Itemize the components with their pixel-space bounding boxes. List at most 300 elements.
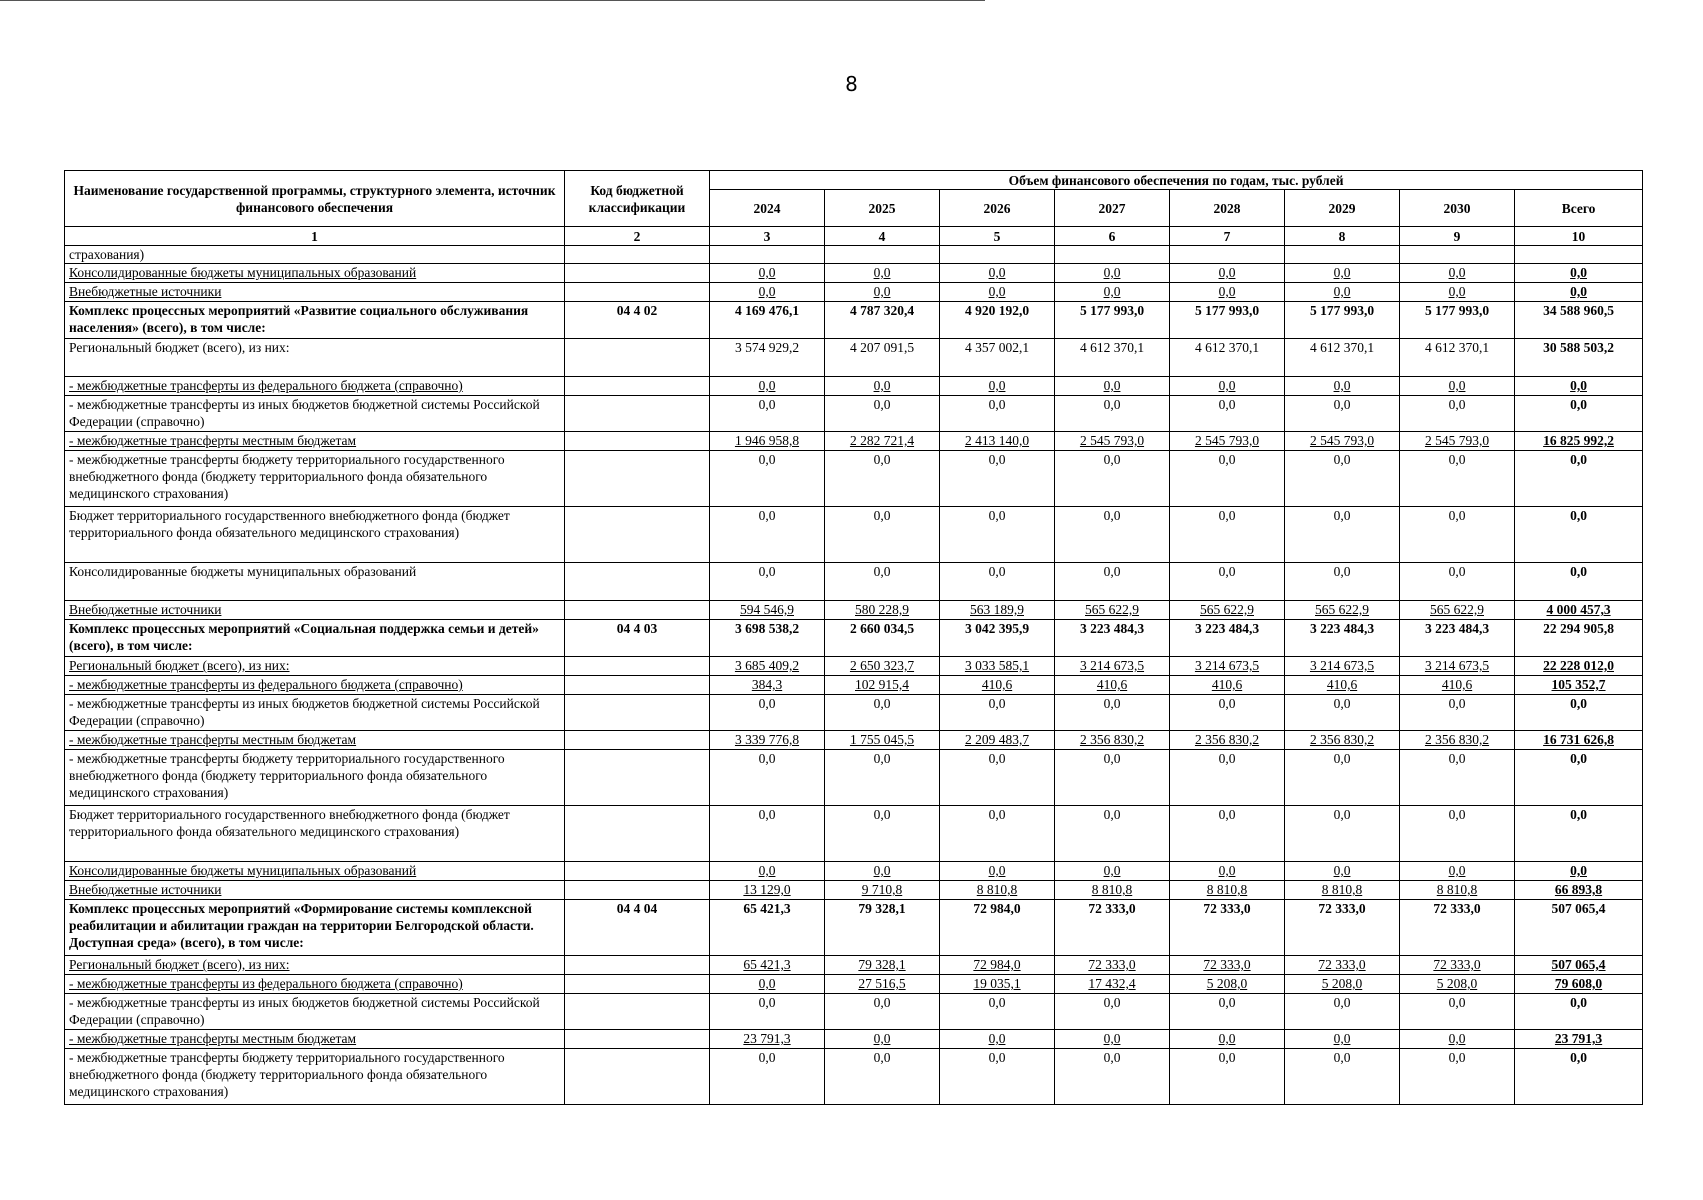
row-value: 0,0 [940,862,1055,881]
row-total: 0,0 [1515,507,1643,563]
row-total: 79 608,0 [1515,975,1643,994]
row-value: 410,6 [1400,676,1515,695]
row-value: 0,0 [1170,377,1285,396]
row-value: 0,0 [825,750,940,806]
row-value: 0,0 [1170,507,1285,563]
row-value: 72 333,0 [1170,900,1285,956]
row-value: 3 042 395,9 [940,620,1055,657]
row-value: 0,0 [1285,1049,1400,1105]
row-value: 0,0 [1055,396,1170,432]
table-row [65,507,1643,563]
row-value: 0,0 [940,1030,1055,1049]
row-value: 0,0 [1285,507,1400,563]
row-code [565,563,710,601]
row-value: 4 612 370,1 [1055,339,1170,377]
row-value: 0,0 [1055,563,1170,601]
row-value: 0,0 [1055,451,1170,507]
row-total: 22 228 012,0 [1515,657,1643,676]
row-name: - межбюджетные трансферты из федерального бюджета (справочно) [65,975,565,994]
row-value: 0,0 [1400,507,1515,563]
row-code [565,396,710,432]
row-value: 0,0 [710,264,825,283]
row-name: Комплекс процессных мероприятий «Социальная поддержка семьи и детей» (всего), в том числе: [65,620,565,657]
row-value: 0,0 [1170,451,1285,507]
row-total: 4 000 457,3 [1515,601,1643,620]
row-value: 565 622,9 [1170,601,1285,620]
column-number: 2 [565,227,710,246]
row-value: 1 755 045,5 [825,731,940,750]
row-value: 5 208,0 [1170,975,1285,994]
row-value: 13 129,0 [710,881,825,900]
row-value: 102 915,4 [825,676,940,695]
row-value: 3 214 673,5 [1170,657,1285,676]
row-value: 0,0 [1400,806,1515,862]
row-value: 27 516,5 [825,975,940,994]
row-value: 0,0 [825,283,940,302]
row-code [565,695,710,731]
row-total: 0,0 [1515,563,1643,601]
row-value: 0,0 [710,806,825,862]
row-value: 0,0 [1170,750,1285,806]
row-value: 2 545 793,0 [1400,432,1515,451]
page-top-rule [0,0,985,1]
row-value: 0,0 [1170,806,1285,862]
row-value: 410,6 [1170,676,1285,695]
row-value: 72 333,0 [1285,956,1400,975]
row-value: 5 208,0 [1285,975,1400,994]
row-value: 4 207 091,5 [825,339,940,377]
column-number: 1 [65,227,565,246]
row-code [565,601,710,620]
header-volume: Объем финансового обеспечения по годам, тыс. рублей [710,171,1643,190]
row-value: 0,0 [1170,1049,1285,1105]
row-value: 4 169 476,1 [710,302,825,339]
row-value: 2 356 830,2 [1400,731,1515,750]
row-value: 4 612 370,1 [1285,339,1400,377]
row-value: 0,0 [710,377,825,396]
row-code [565,881,710,900]
row-value [1055,246,1170,264]
row-name: Бюджет территориального государственного внебюджетного фонда (бюджет территориального фонда обязательного медицинского страхования) [65,507,565,563]
row-code [565,432,710,451]
row-name: - межбюджетные трансферты местным бюджетам [65,432,565,451]
row-value: 23 791,3 [710,1030,825,1049]
table-row [65,377,1643,396]
row-value: 384,3 [710,676,825,695]
row-value [825,246,940,264]
row-name: Консолидированные бюджеты муниципальных образований [65,862,565,881]
row-code [565,283,710,302]
row-value: 2 650 323,7 [825,657,940,676]
row-value: 565 622,9 [1055,601,1170,620]
row-value: 0,0 [710,283,825,302]
row-total: 0,0 [1515,451,1643,507]
row-value [1170,246,1285,264]
header-year: 2030 [1400,190,1515,227]
row-total: 0,0 [1515,396,1643,432]
row-value: 0,0 [940,563,1055,601]
row-value [710,246,825,264]
row-value: 563 189,9 [940,601,1055,620]
row-value: 0,0 [825,563,940,601]
row-value: 0,0 [940,695,1055,731]
row-value [1400,246,1515,264]
row-value: 3 214 673,5 [1285,657,1400,676]
row-value: 0,0 [940,1049,1055,1105]
row-value: 0,0 [710,507,825,563]
row-value: 0,0 [710,862,825,881]
table-row [65,657,1643,676]
table-row [65,900,1643,956]
header-year: 2027 [1055,190,1170,227]
row-total: 507 065,4 [1515,956,1643,975]
table-row [65,302,1643,339]
row-value: 0,0 [1285,806,1400,862]
row-value: 0,0 [710,975,825,994]
table-row [65,695,1643,731]
row-value: 9 710,8 [825,881,940,900]
row-value: 1 946 958,8 [710,432,825,451]
row-value: 79 328,1 [825,956,940,975]
row-value: 0,0 [1055,994,1170,1030]
row-total: 0,0 [1515,806,1643,862]
row-total: 0,0 [1515,994,1643,1030]
row-value: 0,0 [1285,862,1400,881]
table-row [65,246,1643,264]
row-name: - межбюджетные трансферты из иных бюджетов бюджетной системы Российской Федерации (справочно) [65,396,565,432]
column-number: 6 [1055,227,1170,246]
table-row [65,283,1643,302]
row-code [565,264,710,283]
row-name: страхования) [65,246,565,264]
row-total: 22 294 905,8 [1515,620,1643,657]
row-value: 3 574 929,2 [710,339,825,377]
row-code [565,451,710,507]
row-value: 72 333,0 [1055,956,1170,975]
row-value: 0,0 [1285,563,1400,601]
column-numbers-row [65,227,1643,246]
row-value: 5 177 993,0 [1285,302,1400,339]
header-year: 2026 [940,190,1055,227]
row-value: 0,0 [1400,1030,1515,1049]
row-total: 0,0 [1515,750,1643,806]
table-row [65,750,1643,806]
row-value: 0,0 [825,377,940,396]
row-total: 16 731 626,8 [1515,731,1643,750]
row-value: 0,0 [1170,862,1285,881]
row-value [940,246,1055,264]
row-code [565,507,710,563]
row-total: 0,0 [1515,862,1643,881]
row-value: 3 223 484,3 [1285,620,1400,657]
table-row [65,731,1643,750]
row-value: 0,0 [825,806,940,862]
row-value: 0,0 [825,695,940,731]
row-value: 3 223 484,3 [1400,620,1515,657]
row-total: 0,0 [1515,283,1643,302]
row-name: Комплекс процессных мероприятий «Формирование системы комплексной реабилитации и абилитации граждан на территории Белгородской области. Доступная среда» (всего), в том числе: [65,900,565,956]
row-value: 72 984,0 [940,900,1055,956]
header-name: Наименование государственной программы, структурного элемента, источник финансового обеспечения [65,171,565,227]
row-value: 0,0 [1400,1049,1515,1105]
row-value: 0,0 [710,695,825,731]
header-year: 2024 [710,190,825,227]
row-name: - межбюджетные трансферты местным бюджетам [65,1030,565,1049]
row-value: 3 214 673,5 [1055,657,1170,676]
row-value: 565 622,9 [1400,601,1515,620]
row-code [565,657,710,676]
row-value [1285,246,1400,264]
row-total: 34 588 960,5 [1515,302,1643,339]
table-body [65,246,1643,1105]
row-value: 0,0 [825,862,940,881]
row-name: Региональный бюджет (всего), из них: [65,657,565,676]
row-value: 0,0 [1055,377,1170,396]
row-value: 0,0 [940,264,1055,283]
row-value: 2 545 793,0 [1285,432,1400,451]
row-code: 04 4 02 [565,302,710,339]
row-value: 3 223 484,3 [1170,620,1285,657]
row-value: 0,0 [1400,396,1515,432]
page-number: 8 [845,72,858,96]
row-value: 4 357 002,1 [940,339,1055,377]
row-value: 3 698 538,2 [710,620,825,657]
row-value: 0,0 [1400,994,1515,1030]
table-row [65,620,1643,657]
row-value: 0,0 [1285,264,1400,283]
row-value: 0,0 [825,1030,940,1049]
row-value: 0,0 [1170,396,1285,432]
row-name: Комплекс процессных мероприятий «Развитие социального обслуживания населения» (всего), в том числе: [65,302,565,339]
row-total: 30 588 503,2 [1515,339,1643,377]
table-row [65,956,1643,975]
row-name: - межбюджетные трансферты бюджету территориального государственного внебюджетного фонда (бюджету территориального фонда обязательного медицинского страхования) [65,750,565,806]
row-value: 0,0 [1055,264,1170,283]
row-value: 0,0 [1170,563,1285,601]
row-value: 0,0 [940,507,1055,563]
row-value: 0,0 [1170,264,1285,283]
row-name: - межбюджетные трансферты бюджету территориального государственного внебюджетного фонда (бюджету территориального фонда обязательного медицинского страхования) [65,451,565,507]
table-row [65,451,1643,507]
row-value: 3 033 585,1 [940,657,1055,676]
table-row [65,1049,1643,1105]
column-number: 5 [940,227,1055,246]
header-year: 2028 [1170,190,1285,227]
row-code [565,339,710,377]
row-value: 8 810,8 [1055,881,1170,900]
row-value: 5 177 993,0 [1170,302,1285,339]
row-value: 0,0 [1400,563,1515,601]
row-value: 0,0 [1400,451,1515,507]
row-value: 0,0 [940,994,1055,1030]
table-row [65,396,1643,432]
row-value: 0,0 [1170,1030,1285,1049]
row-value: 565 622,9 [1285,601,1400,620]
row-value: 2 356 830,2 [1285,731,1400,750]
row-code [565,377,710,396]
header-year: 2025 [825,190,940,227]
row-value: 0,0 [710,1049,825,1105]
table-row [65,975,1643,994]
row-value: 0,0 [1055,1049,1170,1105]
row-code [565,1049,710,1105]
row-code [565,806,710,862]
row-value: 0,0 [1400,695,1515,731]
row-name: Консолидированные бюджеты муниципальных образований [65,563,565,601]
row-total: 16 825 992,2 [1515,432,1643,451]
row-total: 507 065,4 [1515,900,1643,956]
row-value: 0,0 [1285,994,1400,1030]
row-value: 3 339 776,8 [710,731,825,750]
row-total: 66 893,8 [1515,881,1643,900]
row-total: 0,0 [1515,264,1643,283]
row-value: 580 228,9 [825,601,940,620]
row-value: 0,0 [1170,994,1285,1030]
row-name: - межбюджетные трансферты из федерального бюджета (справочно) [65,377,565,396]
row-value: 0,0 [825,994,940,1030]
row-value: 0,0 [1285,283,1400,302]
row-value: 2 545 793,0 [1055,432,1170,451]
row-value: 2 545 793,0 [1170,432,1285,451]
row-value: 0,0 [710,563,825,601]
row-value: 0,0 [940,451,1055,507]
row-value: 79 328,1 [825,900,940,956]
row-value: 0,0 [1170,283,1285,302]
row-value: 4 612 370,1 [1400,339,1515,377]
row-value: 72 333,0 [1055,900,1170,956]
row-value: 0,0 [1285,695,1400,731]
row-name: Бюджет территориального государственного внебюджетного фонда (бюджет территориального фонда обязательного медицинского страхования) [65,806,565,862]
row-value: 5 177 993,0 [1055,302,1170,339]
row-code [565,676,710,695]
row-value: 3 214 673,5 [1400,657,1515,676]
row-name: Консолидированные бюджеты муниципальных образований [65,264,565,283]
column-number: 10 [1515,227,1643,246]
row-code [565,862,710,881]
row-value: 8 810,8 [940,881,1055,900]
row-value: 0,0 [825,396,940,432]
row-value: 0,0 [710,451,825,507]
row-name: Внебюджетные источники [65,601,565,620]
table-row [65,862,1643,881]
row-value: 0,0 [825,507,940,563]
row-total [1515,246,1643,264]
row-value: 17 432,4 [1055,975,1170,994]
row-value: 72 333,0 [1170,956,1285,975]
row-value: 3 223 484,3 [1055,620,1170,657]
row-code [565,956,710,975]
column-number: 8 [1285,227,1400,246]
row-value: 0,0 [825,451,940,507]
row-value: 0,0 [940,806,1055,862]
column-number: 3 [710,227,825,246]
row-value: 0,0 [825,264,940,283]
row-value: 5 177 993,0 [1400,302,1515,339]
row-name: - межбюджетные трансферты местным бюджетам [65,731,565,750]
row-value: 0,0 [1285,377,1400,396]
row-code [565,1030,710,1049]
row-value: 65 421,3 [710,900,825,956]
row-value: 3 685 409,2 [710,657,825,676]
header-year: 2029 [1285,190,1400,227]
row-value: 0,0 [1055,507,1170,563]
column-number: 7 [1170,227,1285,246]
row-value: 0,0 [1055,695,1170,731]
row-name: - межбюджетные трансферты из федерального бюджета (справочно) [65,676,565,695]
row-value: 2 413 140,0 [940,432,1055,451]
row-value: 0,0 [1170,695,1285,731]
row-value: 0,0 [940,377,1055,396]
row-value: 2 660 034,5 [825,620,940,657]
row-value: 2 209 483,7 [940,731,1055,750]
row-value: 0,0 [1055,750,1170,806]
table-row [65,339,1643,377]
row-name: - межбюджетные трансферты бюджету территориального государственного внебюджетного фонда (бюджету территориального фонда обязательного медицинского страхования) [65,1049,565,1105]
row-code [565,994,710,1030]
row-value: 410,6 [940,676,1055,695]
row-value: 0,0 [1055,862,1170,881]
header-total: Всего [1515,190,1643,227]
row-value: 0,0 [1285,750,1400,806]
row-value: 0,0 [1400,377,1515,396]
row-value: 5 208,0 [1400,975,1515,994]
row-value: 0,0 [825,1049,940,1105]
row-code: 04 4 04 [565,900,710,956]
financing-table [64,170,1643,1105]
row-value: 65 421,3 [710,956,825,975]
table-row [65,601,1643,620]
row-name: Региональный бюджет (всего), из них: [65,956,565,975]
row-name: Внебюджетные источники [65,881,565,900]
row-value: 0,0 [710,994,825,1030]
row-total: 0,0 [1515,377,1643,396]
row-total: 0,0 [1515,695,1643,731]
row-value: 0,0 [1400,283,1515,302]
row-value: 0,0 [1055,806,1170,862]
row-value: 0,0 [1400,750,1515,806]
row-value: 2 356 830,2 [1170,731,1285,750]
row-name: - межбюджетные трансферты из иных бюджетов бюджетной системы Российской Федерации (справочно) [65,695,565,731]
row-value: 0,0 [1285,1030,1400,1049]
row-value: 19 035,1 [940,975,1055,994]
row-value: 4 787 320,4 [825,302,940,339]
table-row [65,264,1643,283]
row-value: 0,0 [710,396,825,432]
row-total: 0,0 [1515,1049,1643,1105]
row-value: 0,0 [1285,396,1400,432]
row-total: 105 352,7 [1515,676,1643,695]
row-value: 72 333,0 [1400,956,1515,975]
table-row [65,806,1643,862]
table-row [65,881,1643,900]
row-value: 0,0 [1400,264,1515,283]
row-value: 410,6 [1285,676,1400,695]
row-code [565,246,710,264]
row-value: 594 546,9 [710,601,825,620]
header-row-1 [65,171,1643,190]
row-value: 0,0 [1400,862,1515,881]
row-code: 04 4 03 [565,620,710,657]
row-value: 2 356 830,2 [1055,731,1170,750]
row-value: 0,0 [1055,283,1170,302]
row-value: 0,0 [1285,451,1400,507]
row-code [565,731,710,750]
row-value: 0,0 [940,396,1055,432]
table-row [65,994,1643,1030]
row-name: - межбюджетные трансферты из иных бюджетов бюджетной системы Российской Федерации (справочно) [65,994,565,1030]
row-value: 0,0 [710,750,825,806]
row-value: 2 282 721,4 [825,432,940,451]
